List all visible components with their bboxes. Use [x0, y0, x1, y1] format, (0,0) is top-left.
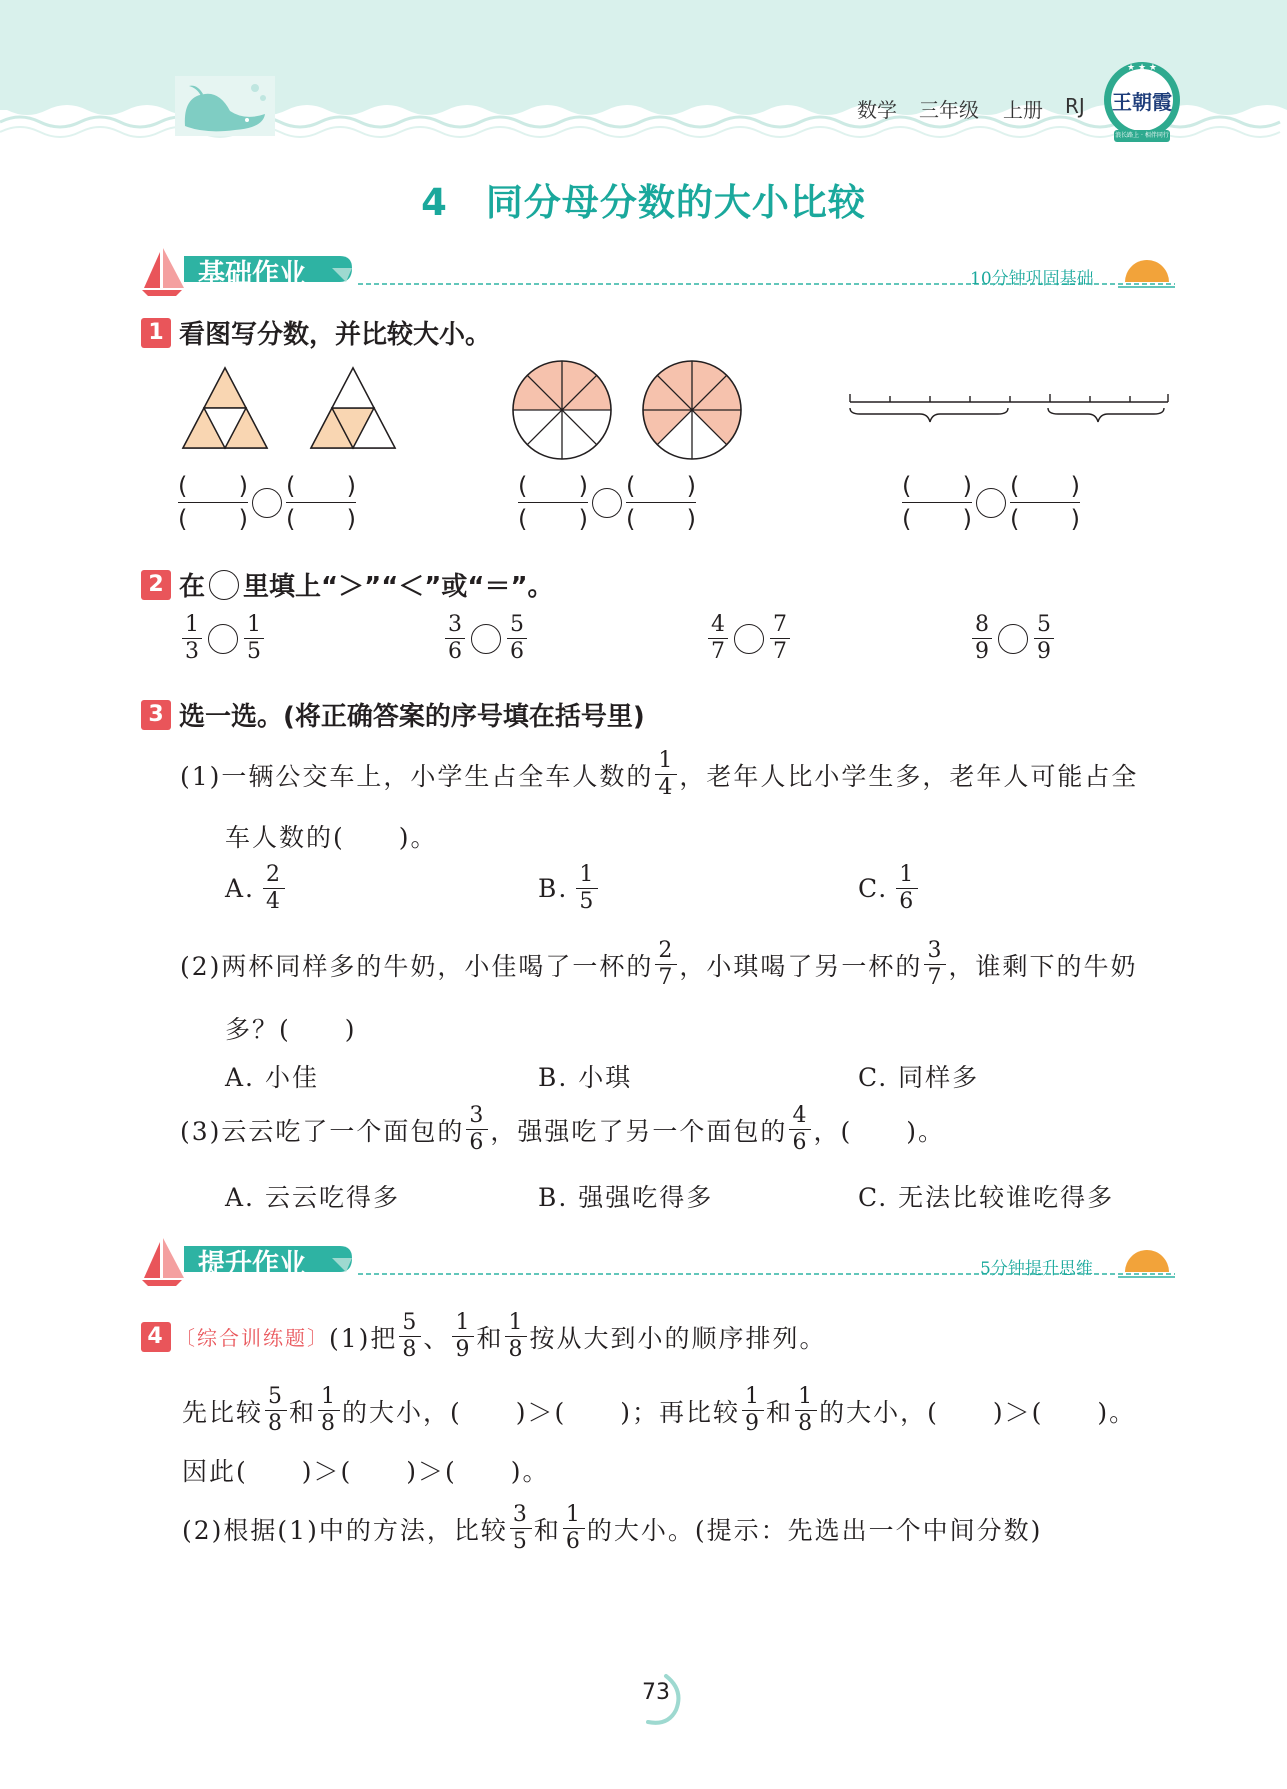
question-4-line2: 先比较 $\frac{5}{8}$ 和 $\frac{1}{8}$ 的大小，( )＞( )；再比较 $\frac{1}{9}$ 和 $\frac{1}{8}$ 的大小，( )＞( )。 — [182, 1384, 1137, 1436]
q2-pair-2[interactable]: $\frac{3}{6}$ $\frac{5}{6}$ — [443, 612, 529, 665]
question-text: 看图写分数，并比较大小。 — [179, 320, 492, 350]
svg-text:★ ★ ★: ★ ★ ★ — [1127, 63, 1157, 73]
question-number: 1 — [141, 318, 171, 348]
q2-pair-1[interactable]: $\frac{1}{3}$ $\frac{1}{5}$ — [180, 612, 266, 665]
q1-answer-3[interactable]: ( ) ( ) ( ) ( ) — [902, 472, 1080, 533]
q2-pair-4[interactable]: $\frac{8}{9}$ $\frac{5}{9}$ — [970, 612, 1056, 665]
whale-icon — [175, 76, 275, 136]
compare-circle[interactable] — [976, 488, 1006, 518]
q3-part3-option-b[interactable]: B. 强强吃得多 — [538, 1183, 714, 1212]
compare-circle[interactable] — [208, 624, 238, 654]
edition-label: RJ — [1065, 94, 1085, 118]
compare-circle[interactable] — [592, 488, 622, 518]
question-1-header — [141, 314, 491, 351]
q1-answer-1[interactable]: ( ) ( ) ( ) ( ) — [178, 472, 356, 533]
page-number: 73 — [642, 1680, 670, 1705]
q3-part2-line1: (2)两杯同样多的牛奶，小佳喝了一杯的 $\frac{2}{7}$ ，小琪喝了另一杯的 $\frac{3}{7}$ ，谁剩下的牛奶 — [180, 938, 1138, 990]
section-advanced-label: 提升作业 — [198, 1249, 306, 1280]
q3-part3-option-c[interactable]: C. 无法比较谁吃得多 — [858, 1183, 1115, 1212]
section-advanced-tag: 5分钟提升思维 — [980, 1259, 1093, 1279]
question-number: 3 — [141, 700, 171, 730]
page-title: 4 同分母分数的大小比较 — [421, 181, 866, 224]
q3-part1-option-a[interactable]: A. $\frac{2}{4}$ — [225, 862, 287, 915]
volume-label: 上册 — [1003, 98, 1043, 122]
triangle-figures — [180, 366, 410, 452]
question-number: 4 — [141, 1322, 171, 1352]
question-4-line4: (2)根据(1)中的方法，比较 $\frac{3}{5}$ 和 $\frac{1}{6}$ 的大小。(提示：先选出一个中间分数) — [182, 1502, 1043, 1554]
q3-part3-line1: (3)云云吃了一个面包的 $\frac{3}{6}$ ，强强吃了另一个面包的 $\frac{4}{6}$ ，( )。 — [180, 1103, 945, 1155]
compare-circle[interactable] — [734, 624, 764, 654]
q3-part2-option-c[interactable]: C. 同样多 — [858, 1063, 980, 1092]
question-3-header — [141, 696, 645, 733]
circle-figures — [510, 358, 750, 462]
q3-part1-line2: 车人数的( )。 — [225, 823, 438, 852]
question-tag: 〔综合训练题〕 — [175, 1326, 329, 1350]
section-basic-label: 基础作业 — [198, 259, 306, 290]
section-basic-tag: 10分钟巩固基础 — [970, 269, 1094, 289]
q3-part1-option-b[interactable]: B. $\frac{1}{5}$ — [538, 862, 600, 915]
question-4-line3: 因此( )＞( )＞( )。 — [182, 1457, 550, 1486]
subject-label: 数学 — [857, 98, 897, 122]
q3-part1-line1: (1)一辆公交车上，小学生占全车人数的 $\frac{1}{4}$ ，老年人比小学生多，老年人可能占全 — [180, 748, 1139, 800]
q3-part2-option-b[interactable]: B. 小琪 — [538, 1063, 633, 1092]
question-text: 选一选。(将正确答案的序号填在括号里) — [179, 702, 645, 732]
q3-part2-line2: 多？( ) — [225, 1015, 357, 1044]
segment-figure — [848, 390, 1170, 430]
grade-label: 三年级 — [919, 98, 979, 122]
brand-logo: ★ ★ ★ 王朝霞 浪长路上 · 相伴同行 — [1100, 58, 1184, 148]
question-4-line1: 4 〔综合训练题〕 (1)把 $\frac{5}{8}$ 、 $\frac{1}{9}$ 和 $\frac{1}{8}$ 按从大到小的顺序排列。 — [141, 1310, 826, 1363]
q3-part1-option-c[interactable]: C. $\frac{1}{6}$ — [858, 862, 920, 915]
q2-pair-3[interactable]: $\frac{4}{7}$ $\frac{7}{7}$ — [706, 612, 792, 665]
circle-symbol — [209, 570, 239, 600]
compare-circle[interactable] — [252, 488, 282, 518]
question-2-header: 2 在 里填上“＞”“＜”或“＝”。 — [141, 566, 554, 603]
question-number: 2 — [141, 570, 171, 600]
q1-answer-2[interactable]: ( ) ( ) ( ) ( ) — [518, 472, 696, 533]
compare-circle[interactable] — [471, 624, 501, 654]
q3-part3-option-a[interactable]: A. 云云吃得多 — [225, 1183, 400, 1212]
q3-part2-option-a[interactable]: A. 小佳 — [225, 1063, 319, 1092]
compare-circle[interactable] — [998, 624, 1028, 654]
